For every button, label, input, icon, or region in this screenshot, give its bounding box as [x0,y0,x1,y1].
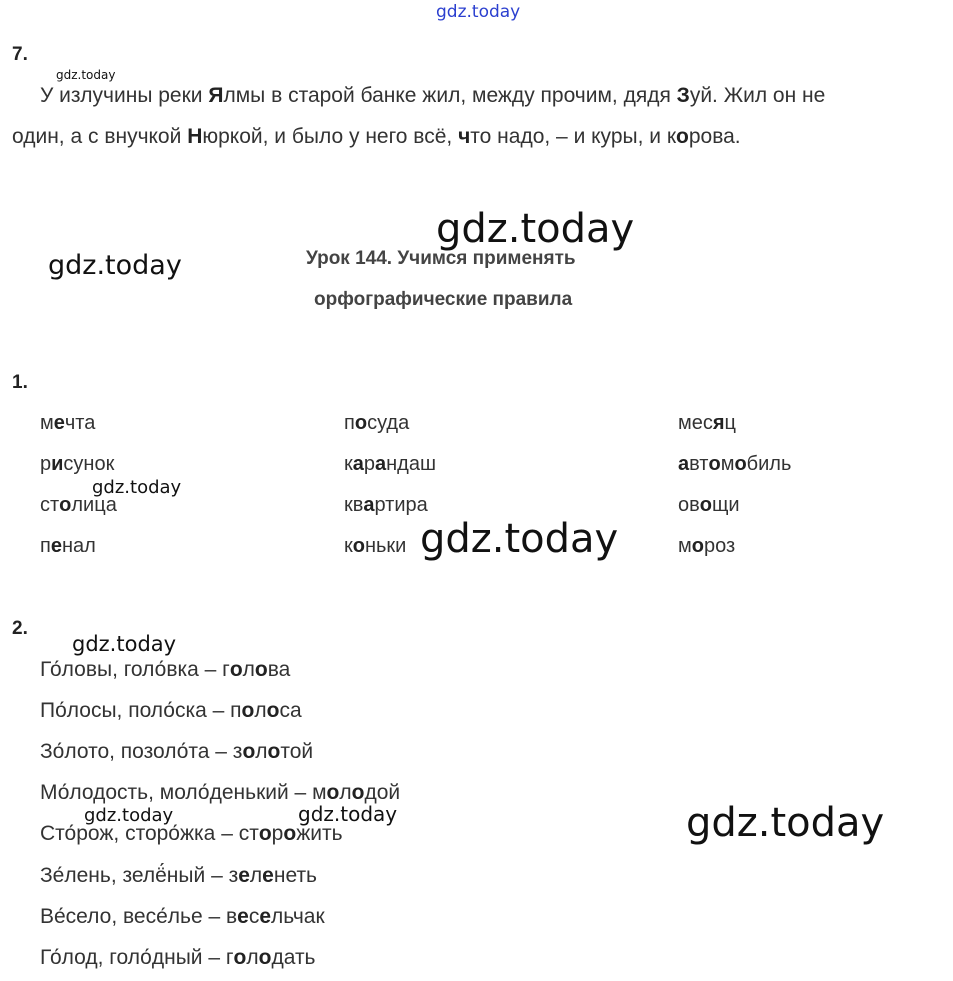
text-run: то надо, – и куры, и к [470,125,677,148]
highlighted-letter: е [262,864,274,887]
highlighted-letter: а [678,453,690,475]
word-item [344,494,428,517]
highlighted-letter: о [258,946,272,969]
text-run: уй. Жил он не [689,84,826,107]
word-item [344,453,436,476]
text-run: са [279,699,302,722]
text-run: лица [71,494,117,516]
text-run: к [344,453,353,475]
watermark-large: gdz.today [420,516,619,562]
watermark-top: gdz.today [436,2,521,22]
highlighted-letter: о [352,535,365,557]
text-run: к [344,535,353,557]
text-run: л [254,699,267,722]
text-run: Мо́лодость, моло́денький – м [40,781,327,804]
text-run: кв [344,494,364,516]
highlighted-letter: о [254,658,268,681]
text-run: Сто́рож, сторо́жка – ст [40,822,259,845]
word-line [40,658,290,682]
text-run: с [248,905,260,928]
text-run: м [678,535,692,557]
text-run: жить [296,822,343,845]
highlighted-letter: е [237,905,249,928]
lesson-title-line-1: Урок 144. Учимся применять [306,248,576,269]
highlighted-letter: о [699,494,712,516]
highlighted-letter: о [267,740,281,763]
highlighted-letter: Н [187,125,203,148]
text-run: Го́лод, голо́дный – г [40,946,234,969]
text-run: юркой, и было у него всё, [202,125,459,148]
text-run: один, а с внучкой [12,125,188,148]
highlighted-letter: З [676,84,690,107]
watermark-large: gdz.today [436,206,635,252]
word-item [678,535,735,558]
highlighted-letter: о [326,781,340,804]
highlighted-letter: а [375,453,387,475]
word-item [678,494,740,517]
word-item [40,453,114,476]
text-run: ст [40,494,60,516]
watermark-small: gdz.today [92,477,182,498]
text-run: л [246,946,259,969]
task-7-line-2 [12,125,741,149]
text-run: ртира [374,494,428,516]
text-run: лмы в старой банке жил, между прочим, дядя [223,84,677,107]
highlighted-letter: о [708,453,721,475]
word-item [344,535,406,558]
text-run: мес [678,412,713,434]
text-run: льчак [271,905,325,928]
text-run: дать [271,946,316,969]
word-line [40,740,313,764]
text-run: ов [678,494,700,516]
word-item [40,412,95,435]
watermark-small: gdz.today [298,802,398,826]
highlighted-letter: о [242,740,256,763]
word-line [40,946,316,970]
task-7-line-1 [40,84,825,108]
text-run: неть [273,864,317,887]
highlighted-letter: о [241,699,255,722]
text-run: роз [703,535,736,557]
text-run: л [339,781,352,804]
text-run: По́лосы, поло́ска – п [40,699,242,722]
text-run: м [40,412,54,434]
text-run: чта [64,412,96,434]
word-line [40,905,325,929]
text-run: л [242,658,255,681]
word-item [40,494,117,517]
text-run: У излучины реки [40,84,209,107]
highlighted-letter: о [691,535,704,557]
text-run: щи [711,494,740,516]
highlighted-letter: о [354,412,368,434]
highlighted-letter: е [238,864,250,887]
word-item [344,412,409,435]
watermark-medium: gdz.today [48,250,182,281]
highlighted-letter: о [351,781,365,804]
text-run: ньки [364,535,407,557]
highlighted-letter: о [258,822,272,845]
text-run: п [40,535,51,557]
word-line [40,822,343,846]
highlighted-letter: е [50,535,62,557]
text-run: р [271,822,284,845]
text-run: рова. [688,125,741,148]
text-run: м [720,453,735,475]
text-run: суда [367,412,410,434]
text-run: Зе́лень, зелё́ный – з [40,864,239,887]
text-run: нал [61,535,96,557]
text-run: дой [364,781,401,804]
word-item [678,453,791,476]
watermark-small: gdz.today [84,805,174,826]
text-run: Го́ловы, голо́вка – г [40,658,230,681]
highlighted-letter: о [676,125,689,148]
text-run: п [344,412,355,434]
word-line [40,699,302,723]
task-7-number: 7. [12,44,28,65]
text-run: р [40,453,52,475]
text-run: л [255,740,268,763]
text-run: л [249,864,263,887]
text-run: той [280,740,314,763]
text-run: вт [689,453,709,475]
word-item [678,412,736,435]
highlighted-letter: е [53,412,65,434]
highlighted-letter: и [51,453,64,475]
text-run: ндаш [386,453,437,475]
highlighted-letter: я [712,412,725,434]
text-run: Зо́лото, позоло́та – з [40,740,243,763]
highlighted-letter: ч [458,125,471,148]
text-run: биль [746,453,792,475]
highlighted-letter: а [352,453,364,475]
highlighted-letter: е [259,905,272,928]
text-run: ц [724,412,737,434]
highlighted-letter: о [59,494,72,516]
text-run: ва [267,658,291,681]
highlighted-letter: о [283,822,297,845]
lesson-title-line-2: орфографические правила [314,289,573,310]
highlighted-letter: о [266,699,280,722]
highlighted-letter: о [233,946,247,969]
word-line [40,864,317,888]
highlighted-letter: о [734,453,747,475]
highlighted-letter: о [229,658,243,681]
text-run: сунок [63,453,115,475]
highlighted-letter: Я [208,84,224,107]
task-1-number: 1. [12,372,28,393]
word-line [40,781,400,805]
watermark-large: gdz.today [686,800,885,846]
text-run: р [363,453,375,475]
highlighted-letter: а [363,494,375,516]
watermark-small: gdz.today [56,68,116,82]
watermark-small: gdz.today [72,632,177,656]
word-item [40,535,96,558]
text-run: Ве́село, весе́лье – в [40,905,238,928]
task-2-number: 2. [12,618,28,639]
